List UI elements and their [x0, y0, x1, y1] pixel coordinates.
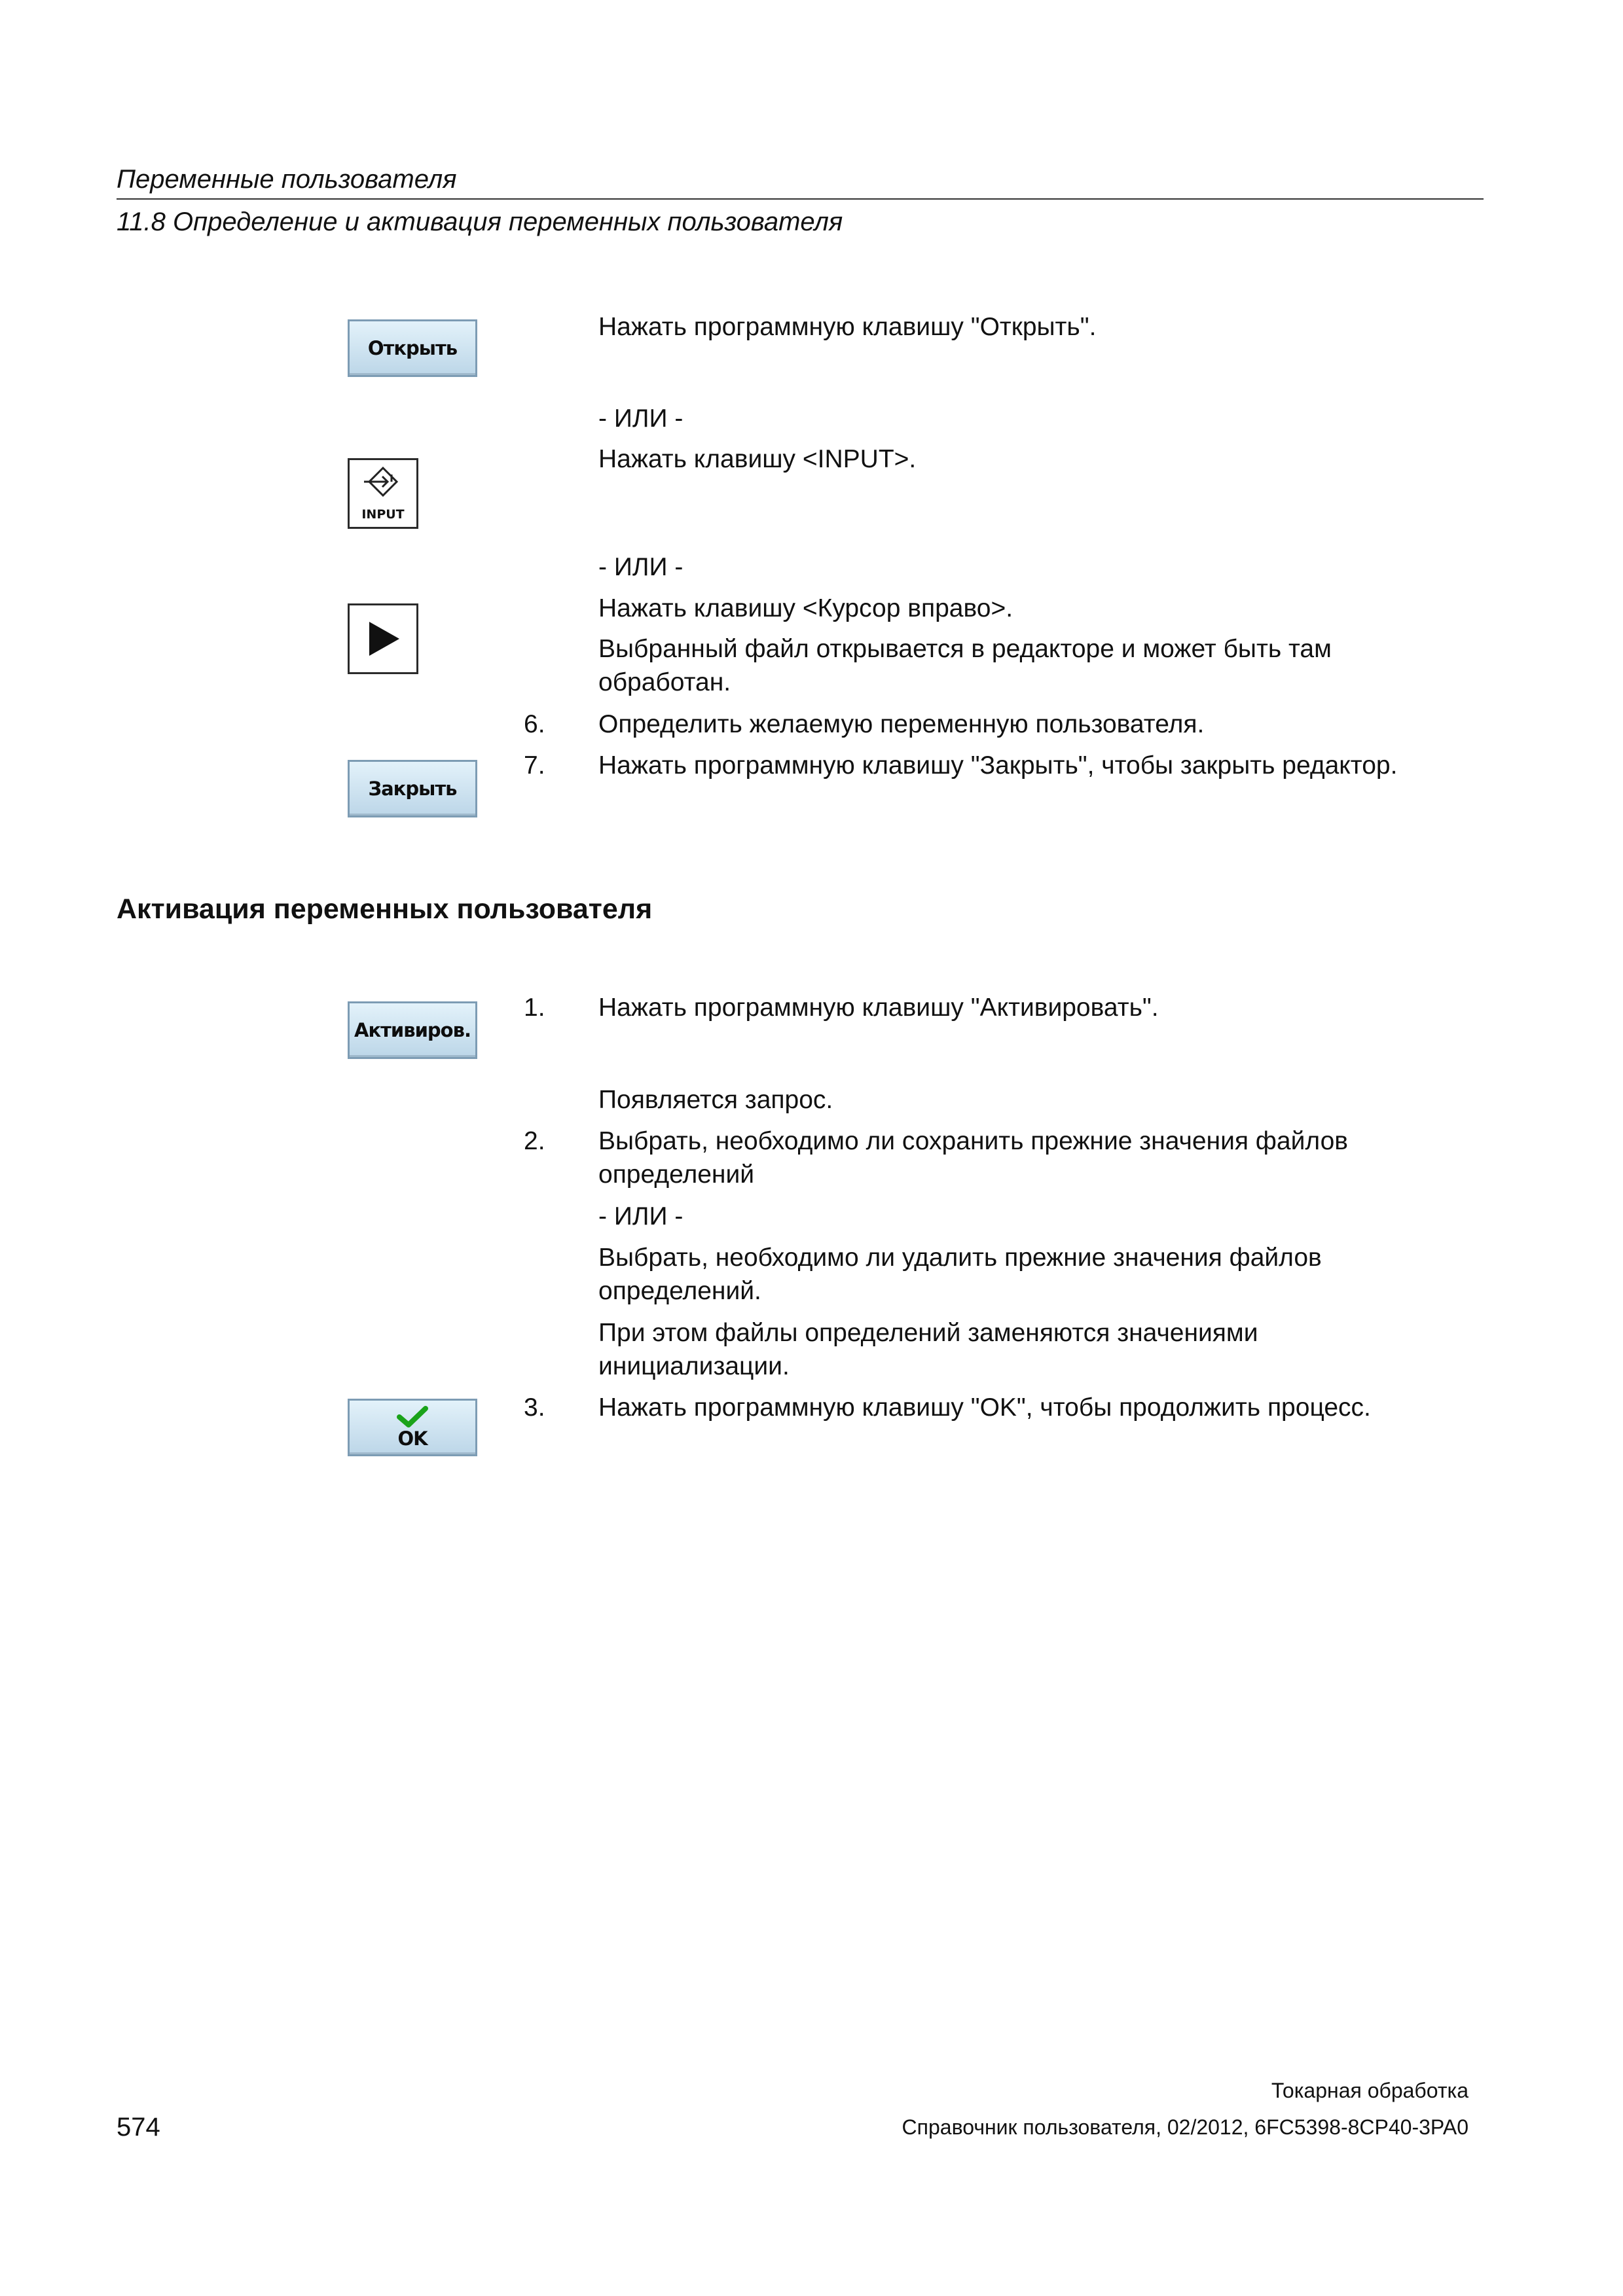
open-softkey-label: Открыть	[367, 337, 458, 359]
input-key-label: INPUT	[361, 507, 405, 522]
alt-line-1: Выбрать, необходимо ли удалить прежние значения файлов	[598, 1244, 1322, 1272]
result-line-2: обработан.	[598, 668, 731, 696]
activate-softkey	[348, 1001, 477, 1059]
step-number-6: 6.	[524, 710, 545, 738]
or-separator-2: - ИЛИ -	[598, 553, 684, 581]
step-1-text: Нажать программную клавишу "Активировать".	[598, 994, 1159, 1022]
close-softkey	[348, 760, 477, 817]
result-line-1: Выбранный файл открывается в редакторе и может быть там	[598, 635, 1332, 663]
step-3-text: Нажать программную клавишу "OK", чтобы продолжить процесс.	[598, 1393, 1371, 1422]
step-2-line-1: Выбрать, необходимо ли сохранить прежние значения файлов	[598, 1127, 1348, 1155]
step-press-cursor: Нажать клавишу <Курсор вправо>.	[598, 594, 1013, 622]
step-number-3: 3.	[524, 1393, 545, 1422]
input-key	[348, 458, 418, 529]
activation-heading: Активация переменных пользователя	[117, 893, 653, 925]
step-number-2: 2.	[524, 1127, 545, 1155]
play-arrow-icon	[350, 605, 416, 672]
cursor-right-key	[348, 603, 418, 674]
or-separator-1: - ИЛИ -	[598, 404, 684, 433]
alt-line-2: определений.	[598, 1277, 761, 1305]
note-line-1: При этом файлы определений заменяются значениями	[598, 1319, 1258, 1347]
step-2-line-2: определений	[598, 1160, 755, 1189]
prompt-text: Появляется запрос.	[598, 1086, 833, 1114]
footer-manual: Справочник пользователя, 02/2012, 6FC5398-8CP40-3PA0	[902, 2115, 1468, 2139]
section-title: 11.8 Определение и активация переменных пользователя	[117, 207, 843, 236]
step-6-text: Определить желаемую переменную пользователя.	[598, 710, 1205, 738]
ok-softkey	[348, 1399, 477, 1456]
checkmark-icon	[394, 1405, 431, 1429]
page-number: 574	[117, 2113, 160, 2142]
ok-softkey-label: OK	[397, 1427, 428, 1450]
chapter-title: Переменные пользователя	[117, 165, 457, 194]
footer-title: Токарная обработка	[1271, 2079, 1468, 2102]
note-line-2: инициализации.	[598, 1352, 790, 1380]
close-softkey-label: Закрыть	[368, 778, 457, 800]
activate-softkey-label: Активиров.	[354, 1019, 471, 1041]
step-press-open: Нажать программную клавишу "Открыть".	[598, 313, 1097, 341]
step-number-7: 7.	[524, 751, 545, 780]
open-softkey	[348, 319, 477, 377]
step-press-input: Нажать клавишу <INPUT>.	[598, 445, 917, 473]
or-separator-3: - ИЛИ -	[598, 1202, 684, 1230]
header-rule	[117, 198, 1484, 200]
step-7-text: Нажать программную клавишу "Закрыть", чтобы закрыть редактор.	[598, 751, 1398, 780]
step-number-1: 1.	[524, 994, 545, 1022]
